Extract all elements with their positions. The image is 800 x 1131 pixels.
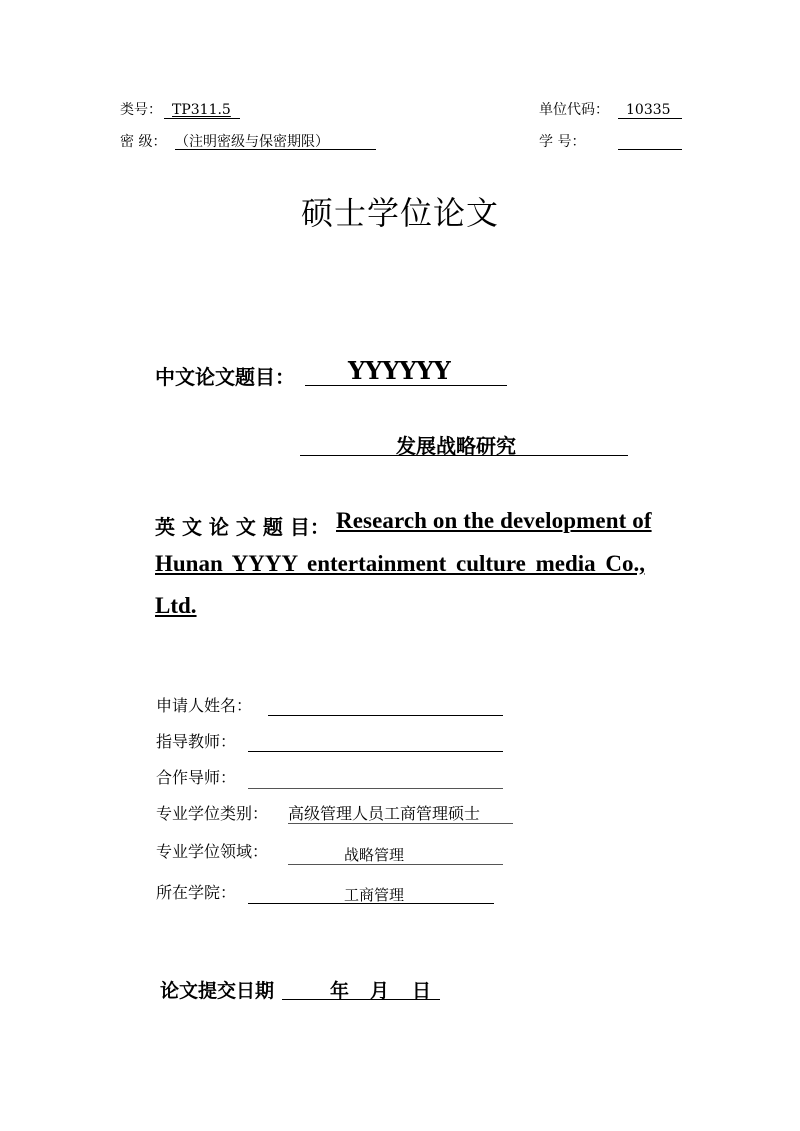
en-title-line3: Ltd. [155,593,197,618]
applicant-label: 申请人姓名： [156,696,253,715]
class-underline [164,118,240,119]
en-title-line2: Hunan YYYY entertainment culture media Co., [155,551,645,576]
co-advisor-label: 合作导师： [156,768,237,787]
co-advisor-underline [248,788,503,789]
cn-title-line2: 发展战略研究 [396,434,516,458]
degree-field-underline [288,864,503,865]
secret-label: 密 级： [120,134,167,150]
secret-underline [175,149,376,150]
class-label: 类号： [120,102,162,118]
submit-date-label: 论文提交日期 [160,980,275,1002]
degree-field-label: 专业学位领域： [156,842,269,861]
class-value: TP311.5 [172,102,231,118]
student-no-underline [618,149,682,150]
college-value: 工商管理 [344,886,405,904]
unit-code-underline [618,118,682,119]
degree-type-label: 专业学位类别： [156,804,269,823]
advisor-label: 指导教师： [156,732,237,751]
applicant-underline [268,715,503,716]
cn-title-line1-underline [305,385,507,386]
degree-type-underline [288,823,513,824]
college-underline [248,903,494,904]
student-no-label: 学 号： [539,134,586,150]
secret-value: （注明密级与保密期限） [175,134,329,150]
degree-field-value: 战略管理 [344,846,405,864]
unit-code-label: 单位代码： [539,102,609,118]
submit-month: 月 [370,980,390,1002]
advisor-underline [248,751,503,752]
cn-title-label: 中文论文题目： [155,365,295,389]
submit-date-underline [282,999,440,1000]
submit-day: 日 [412,980,432,1002]
cn-title-line1: YYYYYY [348,356,451,385]
page-title: 硕士学位论文 [300,194,499,232]
degree-type-value: 高级管理人员工商管理硕士 [288,804,481,823]
cn-title-line2-underline [300,455,628,456]
unit-code-value: 10335 [626,102,671,118]
en-title-line1: Research on the development of [336,508,652,533]
en-title-label: 英 文 论 文 题 目： [155,515,330,539]
submit-year: 年 [330,980,350,1002]
college-label: 所在学院： [156,883,237,902]
